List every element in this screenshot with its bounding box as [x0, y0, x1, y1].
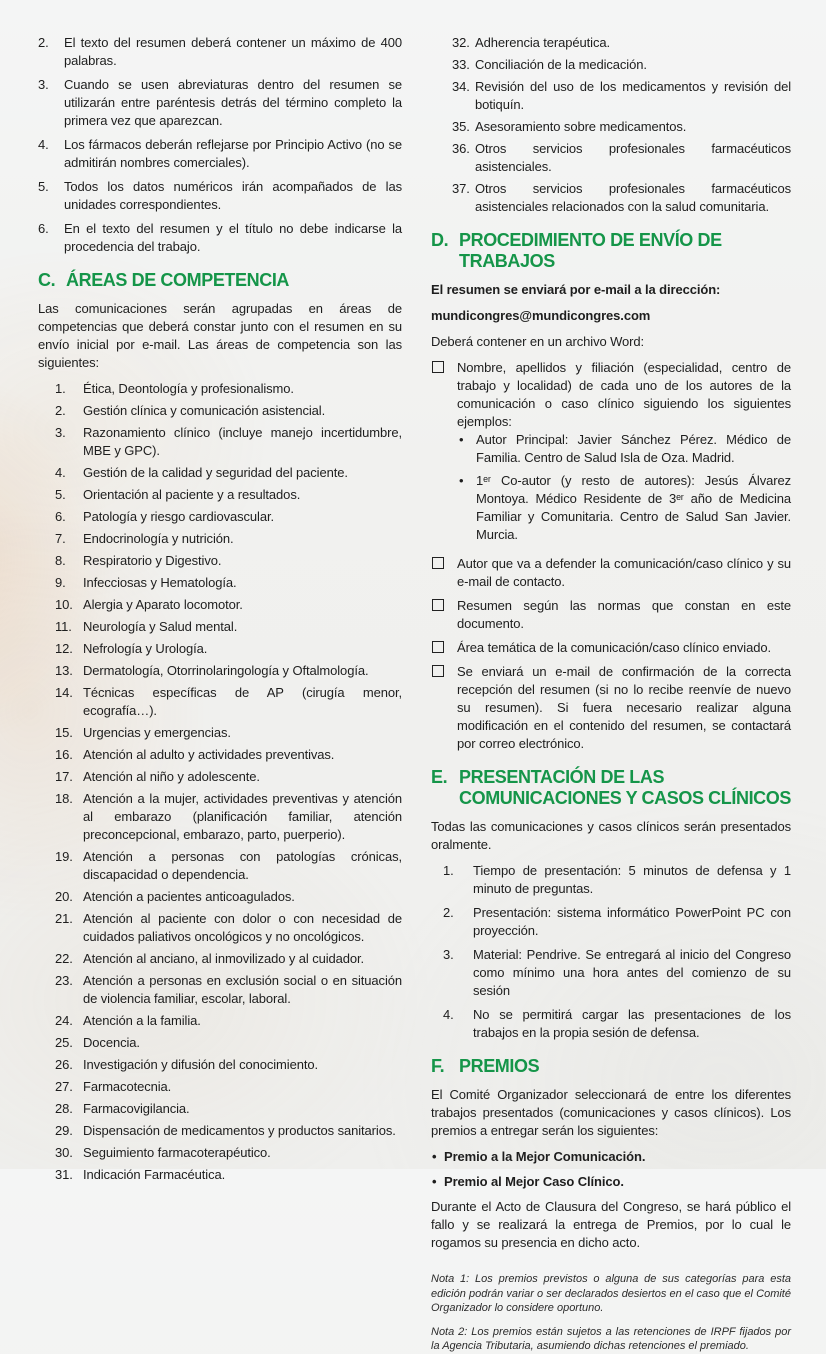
item-text: El texto del resumen deberá contener un máximo de 400 palabras. [64, 35, 402, 68]
item-text: Indicación Farmacéutica. [83, 1167, 226, 1182]
item-text: Autor que va a defender la comunicación/caso clínico y su e-mail de contacto. [457, 556, 791, 589]
word-file-instruction: Deberá contener en un archivo Word: [431, 334, 645, 349]
item-text: Atención a personas con patologías crónicas, discapacidad o dependencia. [83, 849, 402, 882]
prize-text: Premio al Mejor Caso Clínico. [444, 1174, 624, 1189]
item-text: Orientación al paciente y a resultados. [83, 487, 301, 502]
section-e-letter: E. [431, 767, 448, 787]
item-text: Revisión del uso de los medicamentos y revisión del botiquín. [475, 79, 791, 112]
list-item [55, 1100, 402, 1118]
list-item [55, 790, 402, 844]
footnote: Nota 2: Los premios están sujetos a las retenciones de IRPF fijados por la Agencia Tributaria, asumiendo dichas retenciones el premiado. [431, 1325, 791, 1352]
example-item [457, 472, 791, 544]
item-number: 2. [55, 403, 66, 418]
section-c-title: ÁREAS DE COMPETENCIA [66, 270, 290, 290]
list-item [55, 910, 402, 946]
item-number: 4. [55, 465, 66, 480]
item-text: Cuando se usen abreviaturas dentro del resumen se utilizarán entre paréntesis detrás del término completo la primera vez que aparezcan. [64, 77, 402, 128]
list-item [55, 402, 402, 420]
item-text: Área temática de la comunicación/caso clínico enviado. [457, 640, 771, 655]
list-item [452, 118, 791, 136]
item-text: Gestión clínica y comunicación asistencial. [83, 403, 326, 418]
item-number: 33. [452, 57, 470, 72]
item-text: Patología y riesgo cardiovascular. [83, 509, 274, 524]
item-text: Otros servicios profesionales farmacéuticos asistenciales. [475, 141, 791, 174]
footnotes [431, 1272, 791, 1354]
section-c-letter: C. [38, 270, 56, 290]
checklist-item [431, 359, 791, 549]
item-text: Material: Pendrive. Se entregará al inicio del Congreso como mínimo una hora antes del comienzo de su sesión [473, 947, 791, 998]
presentation-rules-list [431, 862, 791, 1042]
list-item [55, 464, 402, 482]
email-address: mundicongres@mundicongres.com [431, 308, 651, 323]
prize-item [431, 1173, 791, 1191]
item-number: 6. [55, 509, 66, 524]
item-text: Conciliación de la medicación. [475, 57, 647, 72]
item-text: Seguimiento farmacoterapéutico. [83, 1145, 271, 1160]
prizes-list [431, 1148, 791, 1191]
list-item [38, 76, 402, 130]
list-item [38, 220, 402, 256]
example-text: Autor Principal: Javier Sánchez Pérez. Médico de Familia. Centro de Salud Isla de Oza. Madrid. [476, 432, 791, 465]
item-text: Urgencias y emergencias. [83, 725, 231, 740]
item-number: 36. [452, 141, 470, 156]
list-item [55, 1144, 402, 1162]
list-item [55, 1056, 402, 1074]
item-text: Nefrología y Urología. [83, 641, 208, 656]
item-number: 29. [55, 1123, 73, 1138]
checklist-item-text [457, 359, 791, 549]
item-number: 20. [55, 889, 73, 904]
checklist-item [431, 555, 791, 591]
item-text: Ética, Deontología y profesionalismo. [83, 381, 294, 396]
example-item [457, 431, 791, 467]
list-item [38, 178, 402, 214]
bullet-icon: • [432, 1149, 437, 1164]
competence-areas-list-continued [431, 34, 791, 216]
list-item [452, 56, 791, 74]
section-d-letter: D. [431, 230, 449, 250]
item-text: Gestión de la calidad y seguridad del paciente. [83, 465, 348, 480]
list-item [55, 618, 402, 636]
item-number: 9. [55, 575, 66, 590]
item-text: Dispensación de medicamentos y productos sanitarios. [83, 1123, 396, 1138]
item-number: 28. [55, 1101, 73, 1116]
list-item [55, 848, 402, 884]
list-item [443, 946, 791, 1000]
item-text: Atención a personas en exclusión social o en situación de violencia familiar, escolar, laboral. [83, 973, 402, 1006]
list-item [38, 34, 402, 70]
section-f-intro: El Comité Organizador seleccionará de entre los diferentes trabajos presentados (comunicaciones y casos clínicos). Los premios a entregar serán los siguientes: [431, 1087, 791, 1138]
item-text: Atención a pacientes anticoagulados. [83, 889, 295, 904]
item-number: 32. [452, 35, 470, 50]
checkbox-icon [432, 361, 444, 373]
list-item [55, 768, 402, 786]
item-number: 2. [38, 35, 49, 50]
section-c-heading [38, 270, 402, 291]
section-e-heading [431, 767, 791, 809]
list-item [55, 640, 402, 658]
item-number: 10. [55, 597, 73, 612]
item-number: 13. [55, 663, 73, 678]
footnote: Nota 1: Los premios previstos o alguna de sus categorías para esta edición podrán variar o ser declarados desiertos en el caso que el Comité Organizador lo considere oportuno. [431, 1273, 791, 1314]
item-text: Atención al paciente con dolor o con necesidad de cuidados paliativos oncológicos y no oncológicos. [83, 911, 402, 944]
item-number: 17. [55, 769, 73, 784]
section-f-heading [431, 1056, 791, 1077]
item-text: Asesoramiento sobre medicamentos. [475, 119, 687, 134]
list-item [55, 888, 402, 906]
bullet-icon: • [459, 473, 464, 488]
checklist-item [431, 597, 791, 633]
list-item [443, 904, 791, 940]
item-number: 3. [443, 947, 454, 962]
item-text: Atención a la familia. [83, 1013, 201, 1028]
item-number: 1. [55, 381, 66, 396]
section-f-title: PREMIOS [459, 1056, 540, 1076]
left-column [38, 34, 402, 1182]
list-item [55, 972, 402, 1008]
checklist-item-text [457, 663, 791, 753]
checkbox-icon [432, 599, 444, 611]
competence-areas-list [38, 380, 402, 1184]
item-text: Todos los datos numéricos irán acompañados de las unidades correspondientes. [64, 179, 402, 212]
checklist-item-text [457, 639, 791, 657]
item-number: 5. [38, 179, 49, 194]
section-d-heading [431, 230, 791, 272]
checkbox-icon [432, 665, 444, 677]
item-text: Atención a la mujer, actividades preventivas y atención al embarazo (planificación familiar, atención preconcepcional, embarazo, parto, puerperio). [83, 791, 402, 842]
list-item [452, 180, 791, 216]
list-item [55, 508, 402, 526]
list-item [452, 140, 791, 176]
checkbox-icon [432, 557, 444, 569]
item-text: Docencia. [83, 1035, 140, 1050]
item-number: 22. [55, 951, 73, 966]
item-text: Farmacotecnia. [83, 1079, 172, 1094]
list-item [55, 486, 402, 504]
item-number: 27. [55, 1079, 73, 1094]
item-number: 11. [55, 619, 72, 634]
item-text: Alergia y Aparato locomotor. [83, 597, 243, 612]
list-item [55, 424, 402, 460]
list-item [55, 746, 402, 764]
abstract-rules-list [38, 34, 402, 256]
item-number: 2. [443, 905, 454, 920]
section-f-letter: F. [431, 1056, 445, 1076]
list-item [55, 1122, 402, 1140]
item-text: Técnicas específicas de AP (cirugía menor, ecografía…). [83, 685, 402, 718]
item-text: Investigación y difusión del conocimiento. [83, 1057, 318, 1072]
item-number: 7. [55, 531, 66, 546]
prize-item [431, 1148, 791, 1166]
item-text: No se permitirá cargar las presentaciones de los trabajos en la propia sesión de defensa. [473, 1007, 791, 1040]
item-number: 15. [55, 725, 73, 740]
item-number: 25. [55, 1035, 73, 1050]
item-text: Otros servicios profesionales farmacéuticos asistenciales relacionados con la salud comunitaria. [475, 181, 791, 214]
section-c-intro: Las comunicaciones serán agrupadas en áreas de competencias que deberá constar junto con el resumen en su envío inicial por e-mail. Las áreas de competencia son las siguientes: [38, 301, 402, 370]
bullet-icon: • [459, 432, 464, 447]
list-item [452, 78, 791, 114]
checklist-item-text [457, 597, 791, 633]
author-examples-list [457, 431, 791, 544]
item-text: Dermatología, Otorrinolaringología y Oftalmología. [83, 663, 369, 678]
list-item [55, 596, 402, 614]
item-number: 14. [55, 685, 73, 700]
item-text: Nombre, apellidos y filiación (especialidad, centro de trabajo y localidad) de cada uno de los autores de la comunicación o caso clínico siguiendo los siguientes ejemplos: [457, 360, 791, 429]
closing-paragraph: Durante el Acto de Clausura del Congreso, se hará público el fallo y se realizará la entrega de Premios, por lo cual le rogamos su presencia en dicho acto. [431, 1199, 791, 1250]
checklist-item [431, 639, 791, 657]
list-item [55, 724, 402, 742]
item-number: 31. [55, 1167, 73, 1182]
list-item [55, 662, 402, 680]
item-text: Razonamiento clínico (incluye manejo incertidumbre, MBE y GPC). [83, 425, 402, 458]
item-text: Atención al anciano, al inmovilizado y al cuidador. [83, 951, 365, 966]
item-number: 12. [55, 641, 73, 656]
item-number: 34. [452, 79, 470, 94]
item-number: 24. [55, 1013, 73, 1028]
prize-text: Premio a la Mejor Comunicación. [444, 1149, 646, 1164]
item-text: Atención al niño y adolescente. [83, 769, 260, 784]
item-number: 23. [55, 973, 73, 988]
item-text: Farmacovigilancia. [83, 1101, 190, 1116]
list-item [443, 862, 791, 898]
list-item [452, 34, 791, 52]
item-number: 26. [55, 1057, 73, 1072]
item-number: 30. [55, 1145, 73, 1160]
item-number: 3. [38, 77, 49, 92]
checklist-item-text [457, 555, 791, 591]
item-text: Resumen según las normas que constan en este documento. [457, 598, 791, 631]
list-item [443, 1006, 791, 1042]
item-number: 37. [452, 181, 470, 196]
list-item [38, 136, 402, 172]
checklist-item [431, 663, 791, 753]
item-text: Adherencia terapéutica. [475, 35, 611, 50]
bullet-icon: • [432, 1174, 437, 1189]
item-text: Tiempo de presentación: 5 minutos de defensa y 1 minuto de preguntas. [473, 863, 791, 896]
submission-checklist [431, 359, 791, 753]
right-column [431, 34, 791, 1352]
checkbox-icon [432, 641, 444, 653]
section-e-intro: Todas las comunicaciones y casos clínicos serán presentados oralmente. [431, 819, 791, 852]
item-number: 21. [55, 911, 73, 926]
list-item [55, 1034, 402, 1052]
item-number: 19. [55, 849, 73, 864]
item-text: Neurología y Salud mental. [83, 619, 238, 634]
item-text: Respiratorio y Digestivo. [83, 553, 222, 568]
item-number: 5. [55, 487, 66, 502]
item-text: Los fármacos deberán reflejarse por Principio Activo (no se admitirán nombres comerciales). [64, 137, 402, 170]
item-number: 8. [55, 553, 66, 568]
item-number: 6. [38, 221, 49, 236]
list-item [55, 1012, 402, 1030]
list-item [55, 1078, 402, 1096]
item-number: 1. [443, 863, 454, 878]
section-e-title: PRESENTACIÓN DE LAS COMUNICACIONES Y CASOS CLÍNICOS [459, 767, 791, 808]
item-text: Atención al adulto y actividades preventivas. [83, 747, 335, 762]
list-item [55, 530, 402, 548]
item-number: 3. [55, 425, 66, 440]
email-instruction: El resumen se enviará por e-mail a la dirección: [431, 282, 721, 297]
item-number: 4. [443, 1007, 454, 1022]
item-number: 35. [452, 119, 470, 134]
list-item [55, 552, 402, 570]
item-number: 16. [55, 747, 73, 762]
item-text: Infecciosas y Hematología. [83, 575, 237, 590]
list-item [55, 574, 402, 592]
list-item [55, 950, 402, 968]
item-text: En el texto del resumen y el título no debe indicarse la procedencia del trabajo. [64, 221, 402, 254]
item-text: Endocrinología y nutrición. [83, 531, 234, 546]
section-d-title: PROCEDIMIENTO DE ENVÍO DE TRABAJOS [459, 230, 722, 271]
item-number: 4. [38, 137, 49, 152]
list-item [55, 380, 402, 398]
list-item [55, 684, 402, 720]
item-number: 18. [55, 791, 73, 806]
item-text: Se enviará un e-mail de confirmación de la correcta recepción del resumen (si no lo recibe reenvíe de nuevo su resumen). Si fuera necesario realizar alguna modificación en el contenido del resumen, se contactará por correo electrónico. [457, 664, 791, 751]
example-text: 1ᵉʳ Co-autor (y resto de autores): Jesús Álvarez Montoya. Médico Residente de 3ᵉʳ año de Medicina Familiar y Comunitaria. Centro de Salud San Javier. Murcia. [476, 473, 791, 542]
item-text: Presentación: sistema informático PowerPoint PC con proyección. [473, 905, 791, 938]
